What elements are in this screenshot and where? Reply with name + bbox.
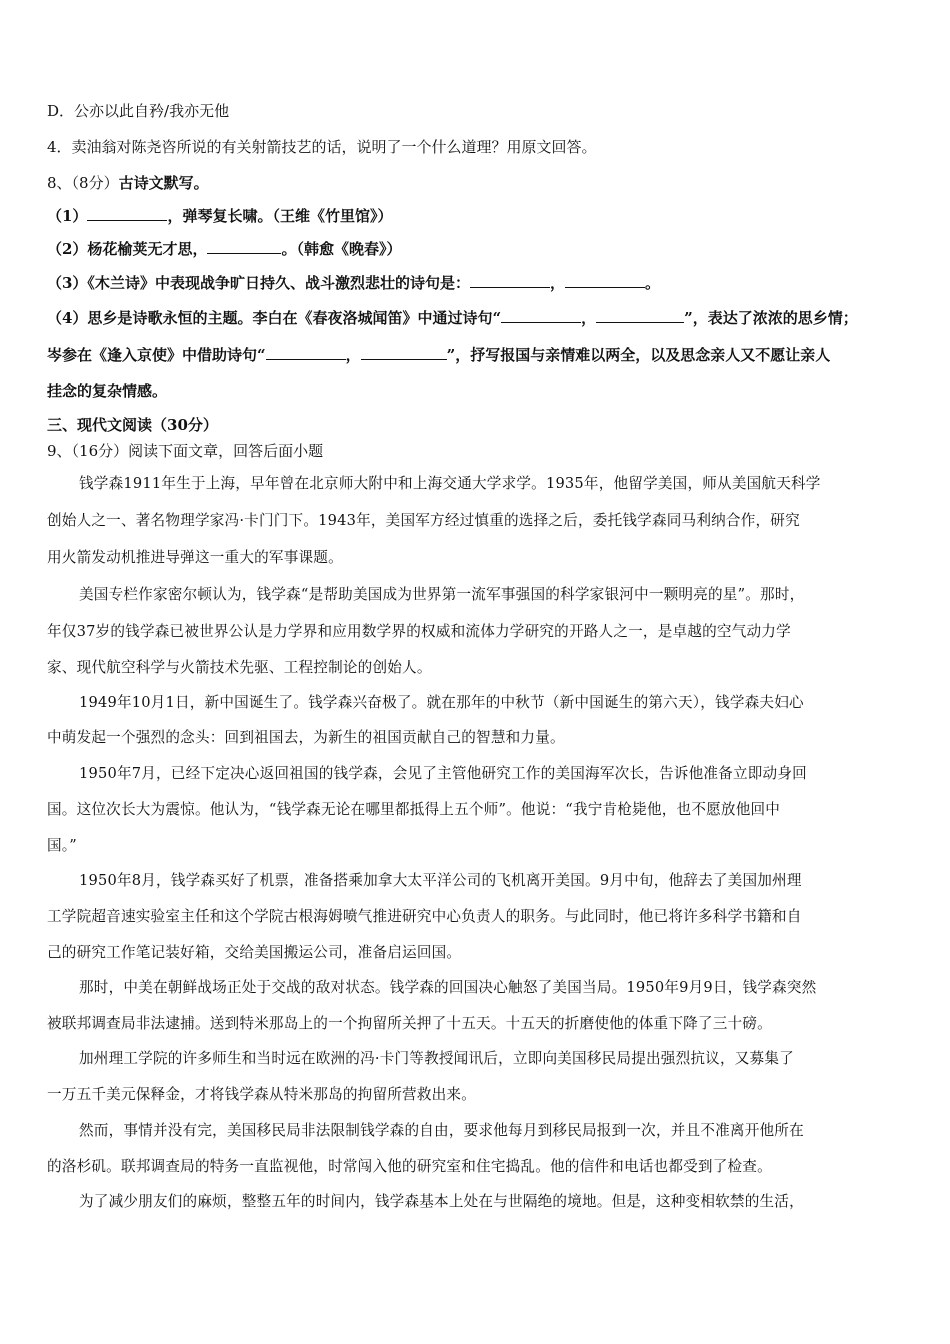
- article-line: 被联邦调查局非法逮捕。送到特米那岛上的一个拘留所关押了十五天。十五天的折磨使他的体重下降了三十磅。: [47, 1015, 772, 1032]
- q8-item-1-blank[interactable]: [87, 206, 167, 221]
- article-line: 1950年8月，钱学森买好了机票，准备搭乘加拿大太平洋公司的飞机离开美国。9月中旬，他辞去了美国加州理: [79, 872, 802, 889]
- question-4: 4．卖油翁对陈尧咨所说的有关射箭技艺的话，说明了一个什么道理？用原文回答。: [47, 138, 597, 156]
- q8-item-4-blank-4[interactable]: [361, 345, 447, 360]
- q8-item-3: [47, 273, 660, 293]
- q8-item-1: [47, 206, 392, 226]
- article-line: 为了减少朋友们的麻烦，整整五年的时间内，钱学森基本上处在与世隔绝的境地。但是，这种变相软禁的生活，: [79, 1193, 804, 1210]
- q8-item-4-blank-2[interactable]: [596, 308, 684, 323]
- q8-item-2-suffix: 。（韩愈《晚春》）: [281, 240, 402, 258]
- article-line: 1950年7月，已经下定决心返回祖国的钱学森，会见了主管他研究工作的美国海军次长，告诉他准备立即动身回: [79, 765, 807, 782]
- question-8-header: [47, 173, 209, 193]
- article-line: 国。这位次长大为震惊。他认为，“钱学森无论在哪里都抵得上五个师”。他说：“我宁肯枪毙他，也不愿放他回中: [47, 801, 781, 818]
- q8-item-4-prefix: （4）思乡是诗歌永恒的主题。李白在《春夜洛城闻笛》中通过诗句“: [47, 309, 502, 327]
- q8-item-1-prefix: （1）: [47, 207, 88, 225]
- article-line: 钱学森1911年生于上海，早年曾在北京师大附中和上海交通大学求学。1935年，他留学美国，师从美国航天科学: [79, 475, 821, 492]
- q8-item-3-blank-1[interactable]: [470, 273, 550, 288]
- article-line: 工学院超音速实验室主任和这个学院古根海姆喷气推进研究中心负责人的职务。与此同时，他已将许多科学书籍和自: [47, 908, 802, 925]
- q8-item-3-blank-2[interactable]: [565, 273, 645, 288]
- article-line: 己的研究工作笔记装好箱，交给美国搬运公司，准备启运回国。: [47, 944, 462, 961]
- q8-item-4-comma: ，: [581, 309, 597, 327]
- q8-item-4-blank-3[interactable]: [266, 345, 346, 360]
- q8-item-4-end: 挂念的复杂情感。: [47, 382, 168, 400]
- q8-item-4-comma-2: ，: [345, 346, 361, 364]
- article-line: 用火箭发动机推进导弹这一重大的军事课题。: [47, 549, 343, 566]
- q8-item-3-comma: ，: [549, 274, 565, 292]
- question-8-title: 古诗文默写。: [118, 174, 209, 192]
- article-line: 美国专栏作家密尔顿认为，钱学森“是帮助美国成为世界第一流军事强国的科学家银河中一颗明亮的星”。那时，: [79, 586, 805, 603]
- q8-item-2-prefix: （2）杨花榆荚无才思，: [47, 240, 208, 258]
- article-line: 然而，事情并没有完，美国移民局非法限制钱学森的自由，要求他每月到移民局报到一次，并且不准离开他所在: [79, 1122, 804, 1139]
- article-line: 年仅37岁的钱学森已被世界公认是力学界和应用数学界的权威和流体力学研究的开路人之一，是卓越的空气动力学: [47, 623, 791, 640]
- q8-item-4-cont: [47, 345, 830, 365]
- q8-item-3-suffix: 。: [644, 274, 660, 292]
- article-line: 创始人之一、著名物理学家冯·卡门门下。1943年，美国军方经过慎重的选择之后，委托钱学森同马利纳合作，研究: [47, 512, 800, 529]
- q8-item-4-blank-1[interactable]: [501, 308, 581, 323]
- article-line: 的洛杉矶。联邦调查局的特务一直监视他，时常闯入他的研究室和住宅捣乱。他的信件和电话也都受到了检查。: [47, 1158, 772, 1175]
- article-line: 那时，中美在朝鲜战场正处于交战的敌对状态。钱学森的回国决心触怒了美国当局。1950年9月9日，钱学森突然: [79, 979, 817, 996]
- article-line: 中萌发起一个强烈的念头：回到祖国去，为新生的祖国贡献自己的智慧和力量。: [47, 729, 565, 746]
- q8-item-4-cont-suffix: ”，抒写报国与亲情难以两全，以及思念亲人又不愿让亲人: [446, 346, 831, 364]
- q8-item-1-suffix: ，弹琴复长啸。（王维《竹里馆》）: [167, 207, 393, 225]
- q8-item-4-cont-prefix: 岑参在《逢入京使》中借助诗句“: [47, 346, 266, 364]
- article-line: 国。”: [47, 837, 77, 854]
- article-line: 加州理工学院的许多师生和当时远在欧洲的冯·卡门等教授闻讯后，立即向美国移民局提出强烈抗议，又募集了: [79, 1050, 794, 1067]
- q8-item-4: [47, 308, 858, 328]
- q8-item-4-suffix: ”，表达了浓浓的思乡情；: [684, 309, 858, 327]
- q8-item-2-blank[interactable]: [207, 239, 281, 254]
- q8-item-2: [47, 239, 401, 259]
- article-line: 一万五千美元保释金，才将钱学森从特米那岛的拘留所营救出来。: [47, 1086, 477, 1103]
- q8-item-3-prefix: （3）《木兰诗》中表现战争旷日持久、战斗激烈悲壮的诗句是：: [47, 274, 470, 292]
- option-d: D．公亦以此自矜/我亦无他: [47, 102, 230, 120]
- question-8-number: 8、（8分）: [47, 174, 119, 192]
- section-3-heading: 三、现代文阅读（30分）: [47, 416, 218, 434]
- question-9: 9、（16分）阅读下面文章，回答后面小题: [47, 442, 324, 460]
- article-line: 1949年10月1日，新中国诞生了。钱学森兴奋极了。就在那年的中秋节（新中国诞生的第六天），钱学森夫妇心: [79, 694, 804, 711]
- article-line: 家、现代航空科学与火箭技术先驱、工程控制论的创始人。: [47, 659, 432, 676]
